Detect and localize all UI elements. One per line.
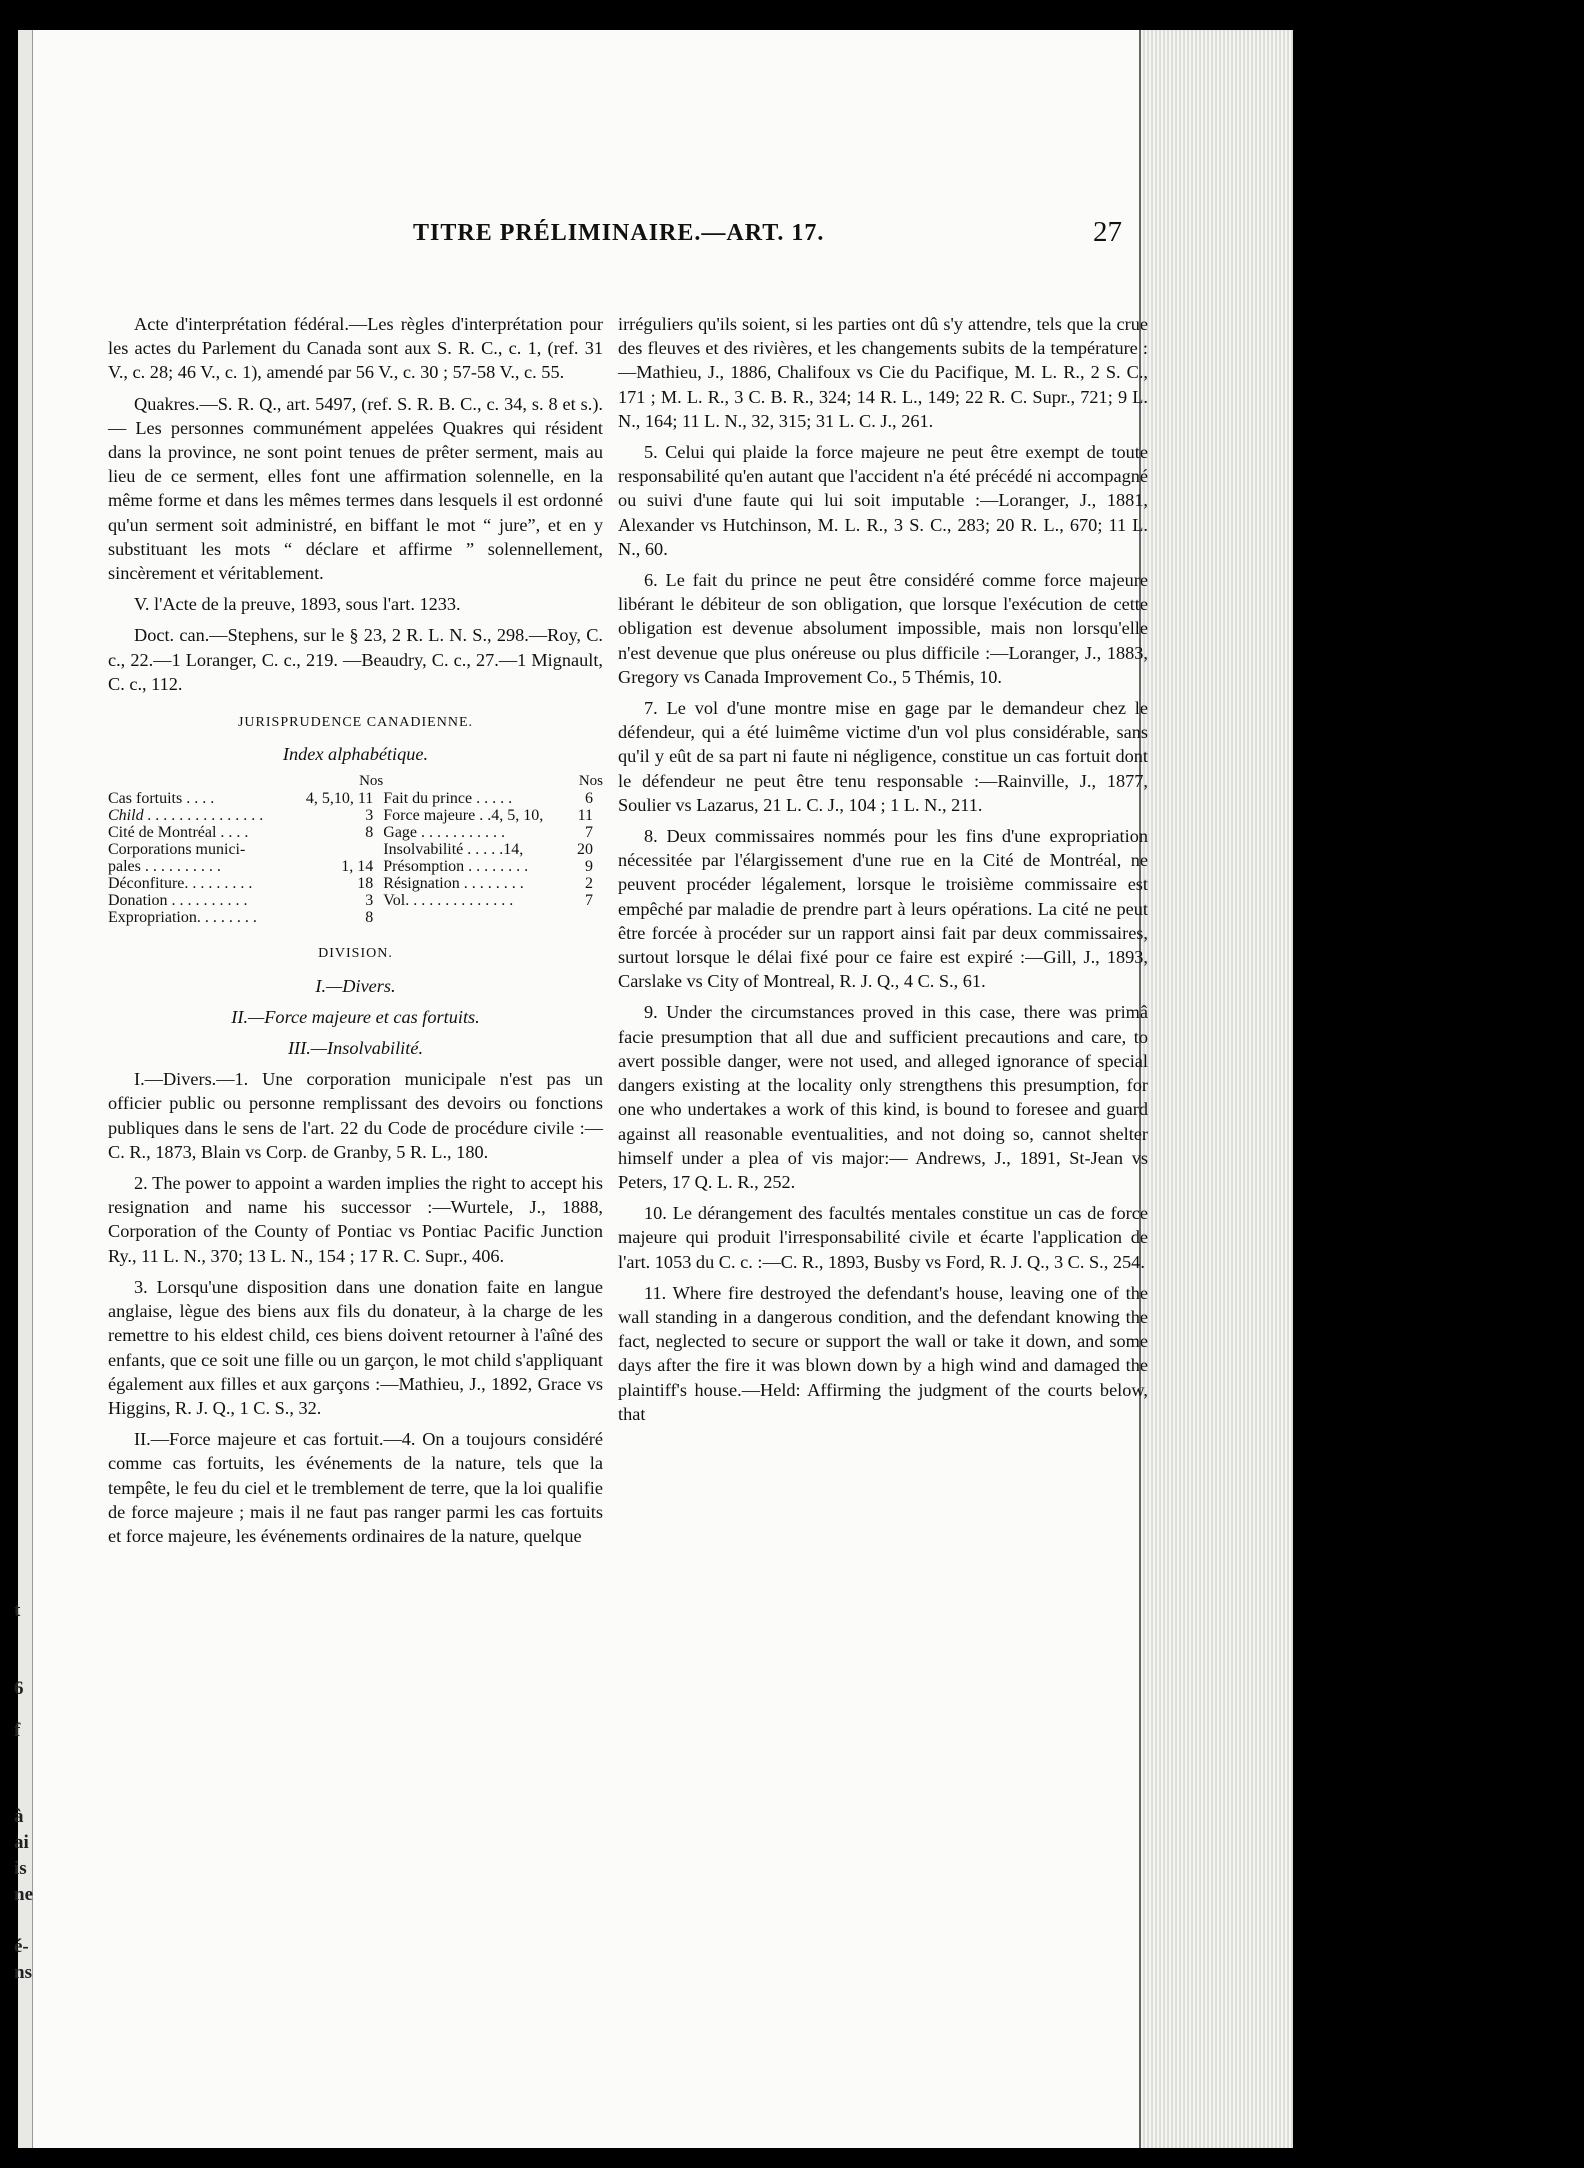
book-page-edges (1139, 30, 1293, 2148)
index-term: Corporations munici- (108, 841, 246, 859)
index-numbers: 18 (357, 875, 374, 893)
index-numbers: 20 (577, 841, 593, 859)
stub-text: 6 (14, 1678, 24, 1699)
division-heading: DIVISION. (318, 946, 393, 962)
stub-text: à (14, 1806, 24, 1827)
doctrine-paragraph: Doct. can.—Stephens, sur le § 23, 2 R. L. N. S., 298.—Roy, C. c., 22.—1 Loranger, C. c., 219. —Beaudry, C. c., 27.—1 Mignault, C. c., 112. (108, 625, 603, 694)
index-heading: Index alphabétique. (282, 744, 429, 765)
left-column (108, 312, 603, 1555)
index-numbers: 1, 14 (341, 858, 374, 876)
index-numbers: 3 (365, 892, 374, 910)
stub-text: is (14, 1858, 27, 1879)
voir-paragraph: V. l'Acte de la preuve, 1893, sous l'art. 1233. (134, 594, 461, 615)
index-numbers (292, 841, 383, 858)
index-term: Force majeure . .4, 5, 10, (383, 807, 544, 825)
index-term: Donation . . . . . . . . . . (108, 892, 248, 910)
division-item: III.—Insolvabilité. (287, 1038, 424, 1059)
case-paragraph-6: 6. Le fait du prince ne peut être considéré comme force majeure libérant le débiteur de son obligation, que lorsque l'exécution de cette obligation est devenue absolument impossible, mais non lorsqu'elle n'est devenue que plus onéreuse ou plus difficile :—Loranger, J., 1883, Gregory vs Canada Improvement Co., 5 Thémis, 10. (618, 570, 1148, 687)
index-term: Insolvabilité . . . . .14, (383, 841, 524, 859)
running-head: TITRE PRÉLIMINAIRE.—ART. 17. (413, 220, 825, 246)
index-term: Cité de Montréal . . . . (108, 824, 249, 842)
stub-text: f (14, 1720, 21, 1741)
case-paragraph-8: 8. Deux commissaires nommés pour les fins d'une expropriation nécessitée par l'élargissement d'une rue en la Cité de Montréal, ne peuvent procéder légalement, lorsque le troisième commissaire est empêché par maladie de prendre part à leurs opérations. La cité ne peut être forcée à procéder sur un rapport ainsi fait par deux commissaires, surtout lorsque le délai fixé pour ce faire est expiré :—Gill, J., 1893, Carslake vs City of Montreal, R. J. Q., 4 C. S., 61. (618, 826, 1148, 992)
nos-label: Nos (359, 773, 384, 790)
index-numbers: 3 (365, 807, 374, 825)
right-column (618, 312, 1148, 1433)
index-term: Gage . . . . . . . . . . . (383, 824, 506, 842)
index-term: Cas fortuits . . . . (108, 790, 215, 808)
case-paragraph-11: 11. Where fire destroyed the defendant's house, leaving one of the wall standing in a dangerous condition, and the defendant knowing the fact, neglected to secure or support the wall or take it down, and some days after the fire it was blown down by a high wind and damaged the plaintiff's house.—Held: Affirming the judgment of the courts below, that (618, 1282, 1148, 1424)
index-term: Déconfiture. . . . . . . . . (108, 875, 253, 893)
stub-text: ai (14, 1832, 29, 1853)
index-numbers: 7 (585, 824, 593, 842)
facing-page-edge (18, 30, 33, 2148)
stub-text: ns (14, 1962, 32, 1983)
case-paragraph-4: II.—Force majeure et cas fortuit.—4. On a toujours considéré comme cas fortuits, les événements de la nature, tels que la tempête, le feu du ciel et le tremblement de terre, que la loi qualifie de force majeure ; mais il ne faut pas ranger parmi les cas fortuits et force majeure, les événements ordinaires de la nature, quelque (108, 1429, 603, 1546)
index-numbers: 6 (585, 790, 593, 808)
stub-text: é- (14, 1936, 29, 1957)
stub-text: ne (14, 1884, 33, 1905)
division-item: I.—Divers. (315, 975, 396, 996)
case-paragraph-3: 3. Lorsqu'une disposition dans une donation faite en langue anglaise, lègue des biens aux fils du donateur, à la charge de les remettre to his eldest child, ces biens doivent retourner à l'aîné des enfants, que ce soit une fille ou un garçon, le mot child s'appliquant également aux filles et aux garçons :—Mathieu, J., 1892, Grace vs Higgins, R. J. Q., 1 C. S., 32. (108, 1276, 603, 1418)
index-numbers: 4, 5,10, 11 (305, 790, 374, 808)
case-paragraph-9: 9. Under the circumstances proved in this case, there was primâ facie presumption that all due and sufficient precautions and care, to avert possible danger, were not used, and alleged ignorance of special dangers existing at the locality only strengthens this presumption, for one who undertakes a work of this kind, is bound to foresee and guard against all reasonable eventualities, and not doing so, cannot shelter himself under a plea of vis major:— Andrews, J., 1891, St-Jean vs Peters, 17 Q. L. R., 252. (618, 1002, 1148, 1192)
index-term: Résignation . . . . . . . . (383, 875, 524, 893)
jurisprudence-heading: JURISPRUDENCE CANADIENNE. (237, 715, 473, 731)
case-paragraph-10: 10. Le dérangement des facultés mentales constitue un cas de force majeure qui produit l'irresponsabilité civile et écarte l'application de l'art. 1053 du C. c. :—C. R., 1893, Busby vs Ford, R. J. Q., 3 C. S., 254. (618, 1203, 1148, 1272)
stub-text: t (14, 1600, 21, 1621)
case-paragraph-7: 7. Le vol d'une montre mise en gage par le demandeur chez le défendeur, qui a été luimême victime d'un vol plus considérable, sans qu'il y eût de sa part ni faute ni négligence, constitue un cas fortuit dont le défendeur ne peut être tenu responsable :—Rainville, J., 1877, Soulier vs Lazarus, 21 L. C. J., 104 ; 1 L. N., 211. (618, 698, 1148, 815)
index-term: Présomption . . . . . . . . (383, 858, 529, 876)
case-paragraph-4-continued: irréguliers qu'ils soient, si les parties ont dû s'y attendre, tels que la crue des fleuves et des rivières, et les changements subits de la température :—Mathieu, J., 1886, Chalifoux vs Cie du Pacifique, M. L. R., 2 S. C., 171 ; M. L. R., 3 C. B. R., 324; 14 R. L., 149; 22 R. C. Supr., 721; 9 L. N., 164; 11 L. N., 32, 315; 31 L. C. J., 261. (618, 314, 1148, 431)
index-numbers: 11 (577, 807, 593, 825)
index-term: Fait du prince . . . . . (383, 790, 513, 808)
case-paragraph-2: 2. The power to appoint a warden implies the right to accept his resignation and name his successor :—Wurtele, J., 1888, Corporation of the County of Pontiac vs Pontiac Pacific Junction Ry., 11 L. N., 370; 13 L. N., 154 ; 17 R. C. Supr., 406. (108, 1173, 603, 1266)
index-term: pales . . . . . . . . . . (108, 858, 221, 876)
quakres-paragraph: Quakres.—S. R. Q., art. 5497, (ref. S. R. B. C., c. 34, s. 8 et s.).— Les personnes communément appelées Quakres qui résident dans la province, ne sont point tenues de prêter serment, mais au lieu de ce serment, elles font une affirmation solennelle, en la même forme et dans les mêmes termes dans lesquels il est ordonné qu'un serment soit administré, en biffant le mot “ jure”, et en y substituant les mots “ déclare et affirme ” solennellement, sincèrement et véritablement. (108, 393, 603, 584)
index-numbers: 7 (585, 892, 593, 910)
index-numbers: 8 (365, 909, 374, 927)
alphabetical-index (108, 773, 603, 926)
acte-interpretation-paragraph: Acte d'interprétation fédéral.—Les règles d'interprétation pour les actes du Parlement du Canada sont aux S. R. C., c. 1, (ref. 31 V., c. 28; 46 V., c. 1), amendé par 56 V., c. 30 ; 57-58 V., c. 55. (108, 314, 603, 383)
case-paragraph-1: I.—Divers.—1. Une corporation municipale n'est pas un officier public ou personne remplissant des devoirs ou fonctions publiques dans le sens de l'art. 22 du Code de procédure civile :—C. R., 1873, Blain vs Corp. de Granby, 5 R. L., 180. (108, 1069, 603, 1162)
index-term: Child . . . . . . . . . . . . . . . (108, 807, 264, 825)
division-item: II.—Force majeure et cas fortuits. (231, 1006, 480, 1027)
book-page (14, 30, 1293, 2148)
nos-label: Nos (578, 773, 603, 790)
page-number: 27 (1093, 216, 1122, 248)
index-numbers: 8 (365, 824, 374, 842)
case-paragraph-5: 5. Celui qui plaide la force majeure ne peut être exempt de toute responsabilité qu'en autant que l'accident n'a été précédé ni accompagné ou suivi d'une faute qui lui soit imputable :—Loranger, J., 1881, Alexander vs Hutchinson, M. L. R., 3 S. C., 283; 20 R. L., 670; 11 L. N., 60. (618, 442, 1148, 559)
index-numbers: 2 (585, 875, 593, 893)
index-numbers: 9 (585, 858, 593, 876)
index-term: Expropriation. . . . . . . . (108, 909, 257, 927)
index-term: Vol. . . . . . . . . . . . . . (383, 892, 514, 910)
